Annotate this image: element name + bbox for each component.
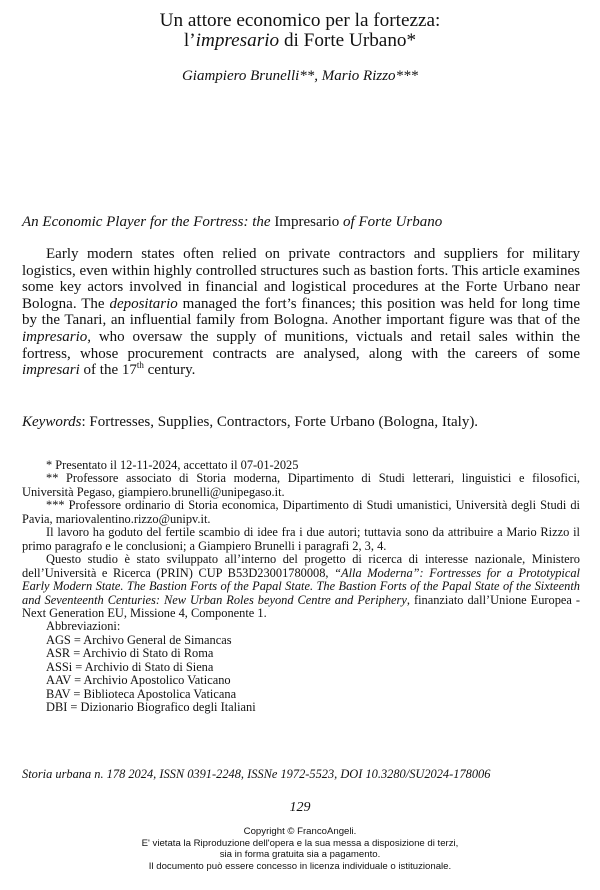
abbreviation-item: AGS = Archivo General de Simancas — [46, 632, 232, 647]
abstract-italic-term: depositario — [109, 295, 178, 312]
copyright-line: E' vietata la Riproduzione dell'opera e la sua messa a disposizione di terzi, — [141, 837, 459, 849]
keywords — [22, 413, 580, 431]
keywords-label: Keywords — [22, 414, 82, 430]
article-title — [0, 11, 600, 51]
copyright-line: sia in forma gratuita sia a pagamento. — [219, 849, 381, 860]
title-prefix: l’ — [183, 30, 196, 51]
footnote-author-brunelli: ** Professore associato di Storia moderna, Dipartimento di Studi letterari, linguistici e filosofici, Università Pegaso, giampiero.brunelli@unipegaso.it. — [22, 471, 580, 499]
abbreviations-heading: Abbreviazioni: — [46, 619, 121, 634]
title-italic-term: impresario — [195, 30, 280, 51]
keywords-list: : Fortresses, Supplies, Contractors, Forte Urbano (Bologna, Italy). — [81, 414, 479, 430]
footnotes — [22, 459, 580, 715]
abbreviation-item: ASSi = Archivio di Stato di Siena — [46, 659, 214, 674]
footnote-submission-dates: * Presentato il 12-11-2024, accettato il 07-01-2025 — [46, 458, 299, 472]
project-title: “Alla Moderna”: Fortresses for a Prototypical Early Modern State. The Bastion Forts of the Papal State. The Bastion Forts of the Papal State of the Sixteenth and Seventeenth Centuries: New Urban Roles beyond Centre and Periphery — [22, 565, 580, 607]
abbreviations-list — [22, 634, 580, 715]
page-number: 129 — [289, 800, 311, 815]
abstract-text: managed the fort’s finances; this position was held for long time by the Tanari, an influential family from Bologna. Another important figure was that of the — [22, 295, 580, 329]
abbreviation-item: ASR = Archivio di Stato di Roma — [46, 646, 214, 661]
footnote-attribution: Il lavoro ha goduto del fertile scambio di idee fra i due autori; tuttavia sono da attribuire a Mario Rizzo il primo paragrafo e le conclusioni; a Giampiero Brunelli i paragrafi 2, 3, 4. — [22, 525, 580, 553]
funding-text: Questo studio è stato sviluppato all’interno del progetto di ricerca di interesse nazionale, Ministero dell’Università e Ricerca (PRIN) CUP B53D23001780008, — [22, 552, 580, 580]
abbreviation-item: DBI = Dizionario Biografico degli Italiani — [46, 700, 256, 715]
funding-text: , finanziato dall’Unione Europea - Next Generation EU, Missione 4, Componente 1. — [22, 592, 580, 620]
abbreviation-item: BAV = Biblioteca Apostolica Vaticana — [46, 686, 237, 701]
abstract-text: century. — [143, 362, 196, 379]
english-title-part-1: An Economic Player for the Fortress: the — [22, 214, 275, 230]
english-title-roman-term: Impresario — [274, 214, 340, 230]
english-title — [22, 213, 580, 231]
abstract-text: , who oversaw the supply of munitions, victuals and retail sales within the fortress, whose procurement contracts are analysed, along with the careers of some — [22, 328, 580, 362]
abstract-text: of the 17 — [79, 362, 137, 379]
abbreviation-item: AAV = Archivio Apostolico Vaticano — [46, 673, 231, 688]
english-title-part-3: of Forte Urbano — [339, 214, 443, 230]
abstract-text: Early modern states often relied on private contractors and suppliers for military logistics, even within highly controlled structures such as bastion forts. This article examines some key actors involved in financial and logistical procedures at the Forte Urbano near Bologna. The — [22, 246, 580, 312]
title-line-1: Un attore economico per la fortezza: — [159, 10, 441, 31]
footnote-author-rizzo: *** Professore ordinario di Storia economica, Dipartimento di Studi umanistici, Università degli Studi di Pavia, mariovalentino.rizzo@unipv.it. — [22, 498, 580, 526]
copyright-line: Copyright © FrancoAngeli. — [243, 826, 357, 837]
title-suffix: di Forte Urbano* — [279, 30, 417, 51]
copyright-notice — [0, 826, 600, 872]
journal-citation: Storia urbana n. 178 2024, ISSN 0391-2248, ISSNe 1972-5523, DOI 10.3280/SU2024-178006 — [22, 767, 491, 781]
ordinal-superscript: th — [136, 360, 144, 371]
abstract-italic-term: impresari — [22, 362, 80, 379]
abstract-italic-term: impresario — [22, 328, 88, 345]
footnote-funding — [22, 553, 580, 620]
authors: Giampiero Brunelli**, Mario Rizzo*** — [181, 68, 419, 84]
copyright-line: Il documento può essere concesso in licenza individuale o istituzionale. — [148, 860, 452, 872]
title-line-2 — [0, 31, 600, 51]
abstract — [22, 246, 580, 379]
